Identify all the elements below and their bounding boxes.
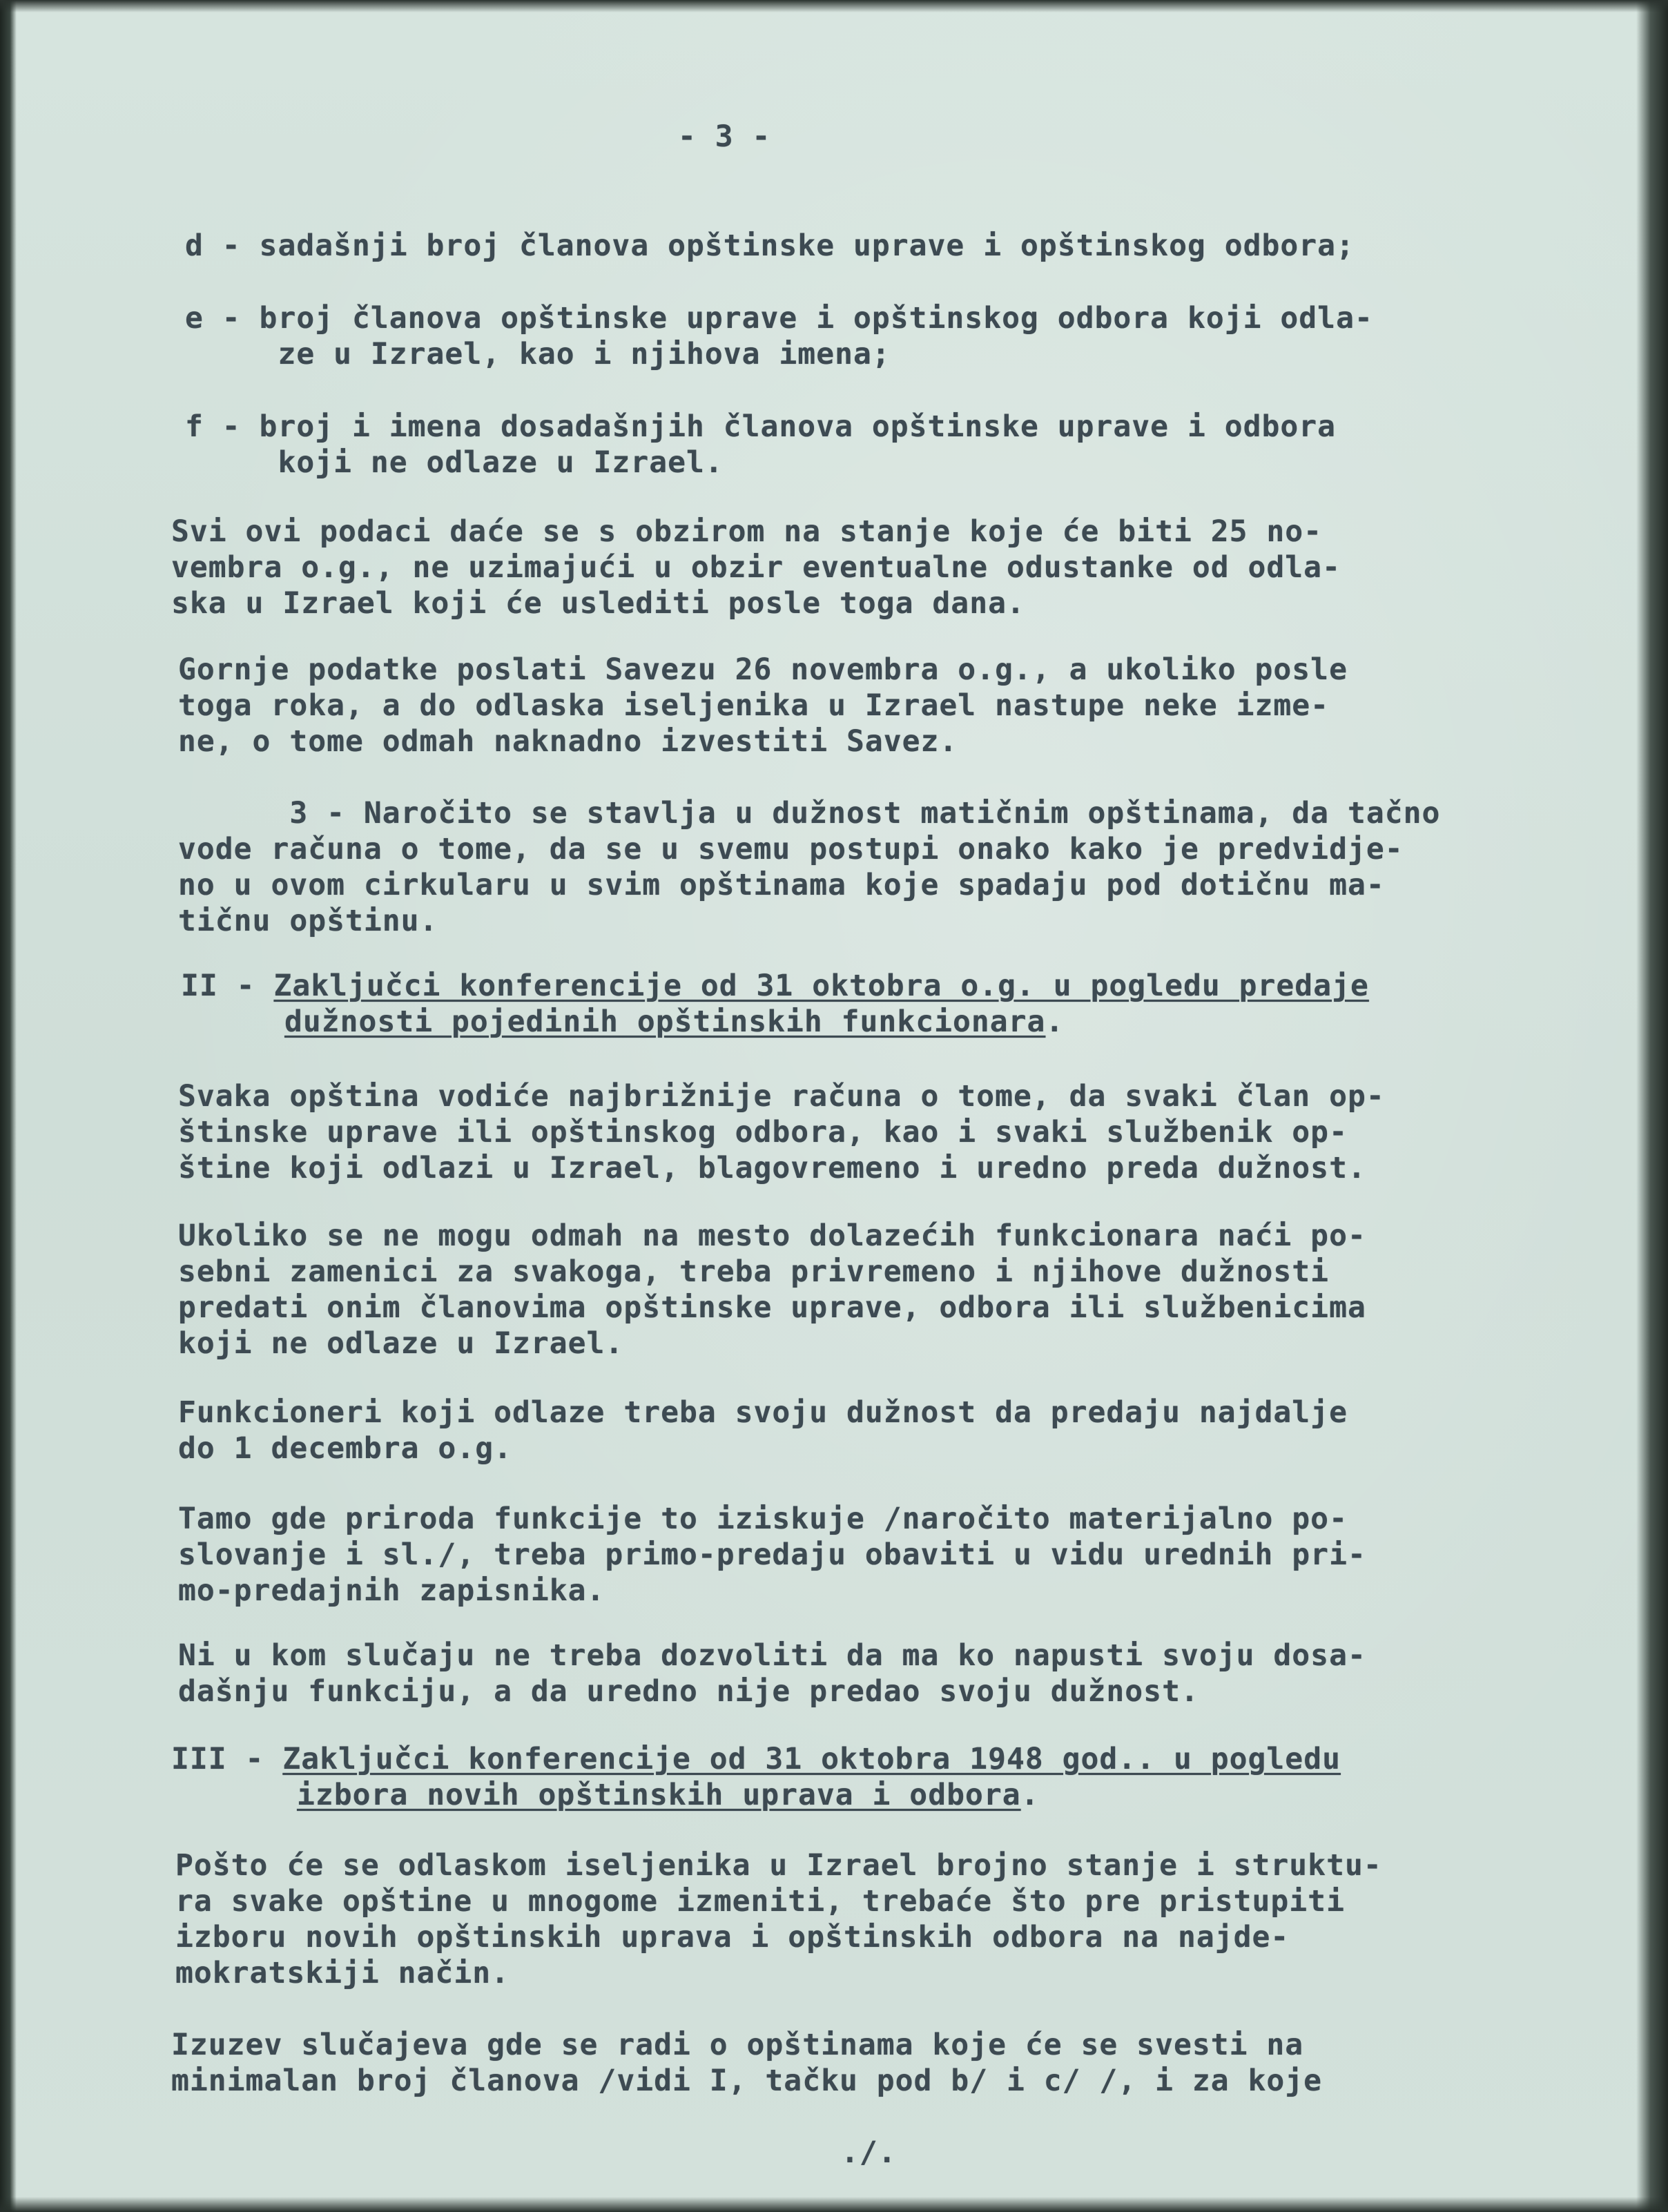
paragraph-line: vembra o.g., ne uzimajući u obzir eventualne odustanke od odla- [171,550,1341,585]
paragraph-line: Gornje podatke poslati Savezu 26 novembra o.g., a ukoliko posle [178,652,1348,687]
heading-prefix: II - [181,969,274,1003]
paragraph-line: Ukoliko se ne mogu odmah na mesto dolazećih funkcionara naći po- [178,1219,1366,1253]
heading-text: Zaključci konferencije od 31 oktobra o.g. u pogledu predaje [273,969,1369,1003]
paragraph-line: štine koji odlazi u Izrael, blagovremeno i uredno preda dužnost. [178,1151,1366,1185]
list-item-f-line1: f - broj i imena dosadašnjih članova opštinske uprave i odbora [185,409,1337,444]
paragraph-line: predati onim članovima opštinske uprave, odbora ili službenicima [178,1290,1366,1325]
paragraph-line: mo-predajnih zapisnika. [178,1573,605,1608]
section-heading-ii [181,967,1369,1005]
paragraph-line: sebni zamenici za svakoga, treba privremeno i njihove dužnosti [178,1254,1330,1289]
scan-border-bottom [0,2197,1668,2212]
heading-tail: . [1045,1005,1065,1039]
paragraph-line: minimalan broj članova /vidi I, tačku pod b/ i c/ /, i za koje [171,2064,1323,2098]
paragraph-line: Ni u kom slučaju ne treba dozvoliti da ma ko napusti svoju dosa- [178,1638,1366,1673]
paragraph-line: štinske uprave ili opštinskog odbora, kao i svaki službenik op- [178,1115,1348,1149]
paragraph-line: Tamo gde priroda funkcije to iziskuje /naročito materijalno po- [178,1502,1348,1536]
paragraph-line: slovanje i sl./, treba primo-predaju obaviti u vidu urednih pri- [178,1537,1366,1572]
paragraph-line: Funkcioneri koji odlaze treba svoju dužnost da predaju najdalje [178,1395,1348,1430]
paragraph-line: ra svake opštine u mnogome izmeniti, trebaće što pre pristupiti [175,1884,1345,1919]
scan-border-top [0,0,1668,12]
paragraph-line: Svaka opština vodiće najbrižnije računa o tome, da svaki član op- [178,1079,1385,1114]
heading-text: Zaključci konferencije od 31 oktobra 1948 god.. u pogledu [282,1742,1341,1776]
paragraph-line: do 1 decembra o.g. [178,1431,512,1466]
scan-border-left [0,0,17,2212]
page-number: - 3 - [678,119,771,154]
paragraph-line: no u ovom cirkularu u svim opštinama koje spadaju pod dotičnu ma- [178,868,1385,902]
paragraph-line: Izuzev slučajeva gde se radi o opštinama koje će se svesti na [171,2028,1304,2062]
paragraph-line: tičnu opštinu. [178,904,438,938]
paragraph-line: ne, o tome odmah naknadno izvestiti Savez. [178,724,958,759]
list-item-d: d - sadašnji broj članova opštinske uprave i opštinskog odbora; [185,229,1355,263]
list-item-f-line2: koji ne odlaze u Izrael. [185,445,724,480]
paragraph-line: ska u Izrael koji će uslediti posle toga dana. [171,586,1025,621]
paragraph-line: 3 - Naročito se stavlja u dužnost matičnim opštinama, da tačno [178,796,1441,831]
paragraph-line: dašnju funkciju, a da uredno nije predao svoju dužnost. [178,1674,1199,1709]
section-heading-ii-line2 [284,1002,1064,1041]
paragraph-line: Pošto će se odlaskom iseljenika u Izrael brojno stanje i struktu- [175,1848,1382,1883]
section-heading-iii-line2 [297,1776,1040,1814]
heading-text: dužnosti pojedinih opštinskih funkcionara [284,1005,1046,1039]
paragraph-line: Svi ovi podaci daće se s obzirom na stanje koje će biti 25 no- [171,514,1323,549]
list-item-e-line1: e - broj članova opštinske uprave i opštinskog odbora koji odla- [185,301,1373,336]
heading-tail: . [1020,1778,1040,1812]
continuation-mark: ./. [841,2135,897,2170]
heading-text: izbora novih opštinskih uprava i odbora [297,1778,1021,1812]
paragraph-line: izboru novih opštinskih uprava i opštinskih odbora na najde- [175,1920,1290,1954]
list-item-e-line2: ze u Izrael, kao i njihova imena; [185,337,891,371]
scan-border-right [1636,0,1668,2212]
paragraph-line: toga roka, a do odlaska iseljenika u Izrael nastupe neke izme- [178,688,1330,723]
paragraph-line: koji ne odlaze u Izrael. [178,1326,624,1361]
section-heading-iii [171,1740,1341,1778]
paragraph-line: vode računa o tome, da se u svemu postupi onako kako je predvidje- [178,832,1404,866]
heading-prefix: III - [171,1742,283,1776]
paragraph-line: mokratskiji način. [175,1956,510,1990]
